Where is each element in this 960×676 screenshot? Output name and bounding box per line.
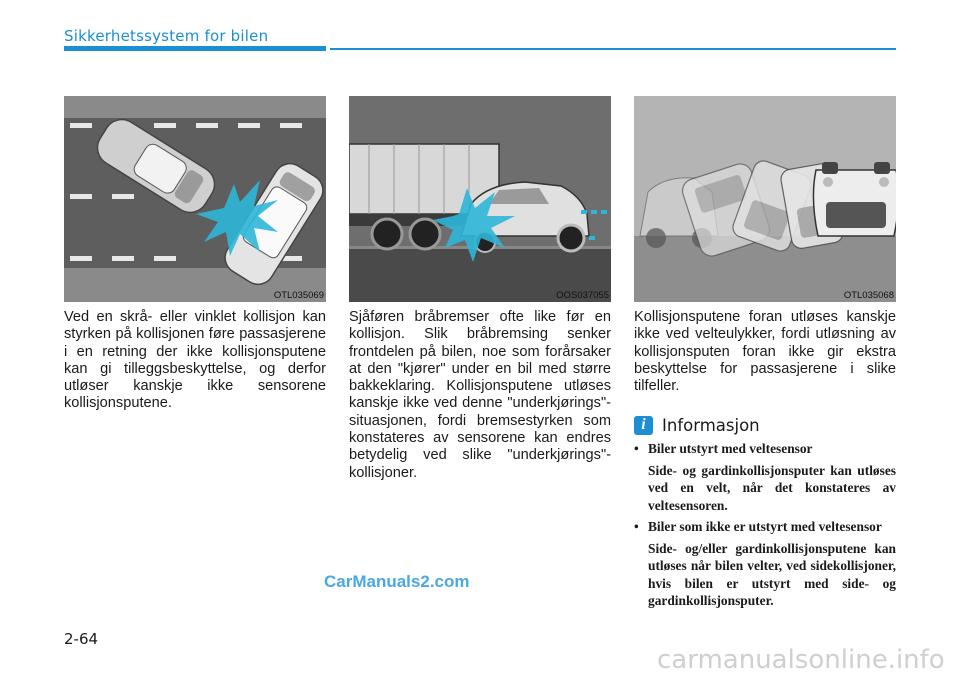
bullet: • [634, 519, 639, 534]
list-item [634, 440, 896, 514]
bullet: • [634, 441, 639, 456]
text-column-middle [349, 309, 611, 482]
watermark-carmanualsonline: carmanualsonline.info [657, 645, 945, 675]
text-column-left [64, 309, 326, 413]
figure-label: OTL035069 [273, 290, 324, 301]
paragraph-rollover: Kollisjonsputene foran utløses kanskje ikke ved velteulykker, fordi utløsning av kollisjonsputen foran ikke gir ekstra beskyttelse for passasjerene i slike tilfeller. [634, 309, 896, 395]
text-column-right [634, 309, 896, 395]
angled-collision-illustration [64, 96, 326, 302]
section-title: Sikkerhetssystem for bilen [64, 27, 269, 45]
paragraph-underride: Sjåføren bråbremser ofte like før en kollisjon. Slik bråbremsing senker frontdelen på bilen, noe som forårsaker at den "kjører" under en bil med større bakkeklaring. Kollisjonsputene utløses kanskje ikke ved denne "underkjørings"-situasjonen, fordi bremsestyrken som konstateres av sensorene kan endres betydelig ved slike "underkjørings"- kollisjoner. [349, 309, 611, 481]
info-header [634, 414, 760, 436]
header-rule-thin [330, 48, 896, 50]
page-number: 2-64 [64, 630, 99, 648]
header-rule-thick [64, 46, 326, 51]
info-list [634, 440, 896, 614]
list-item [634, 518, 896, 610]
item-body: Side- og/eller gardinkollisjonsputene kan utløses når bilen velter, ved sidekollisjoner, hvis bilen er utstyrt med side- og gardinkollisjonsputer. [648, 540, 896, 608]
watermark-carmanuals2: CarManuals2.com [324, 572, 470, 591]
figure-underride-collision [349, 96, 611, 302]
rollover-illustration [634, 96, 896, 302]
item-title: Biler som ikke er utstyrt med veltesensor [648, 519, 882, 534]
figure-rollover [634, 96, 896, 302]
figure-label: OTL035068 [843, 290, 894, 301]
underride-collision-illustration [349, 96, 611, 302]
item-title: Biler utstyrt med veltesensor [648, 441, 813, 456]
paragraph-angled-collision: Ved en skrå- eller vinklet kollisjon kan styrken på kollisjonen føre passasjerene i en retning der ikke kollisjonsputene kan gi tilleggsbeskyttelse, og derfor utløser kanskje ikke sensorene kollisjonsputene. [64, 309, 326, 412]
info-icon: i [634, 416, 653, 435]
item-body: Side- og gardinkollisjonsputer kan utløses ved en velt, når det konstateres av veltesensoren. [648, 462, 896, 513]
info-title: Informasjon [662, 415, 760, 435]
figure-label: OOS037055 [556, 290, 609, 301]
figure-angled-collision [64, 96, 326, 302]
